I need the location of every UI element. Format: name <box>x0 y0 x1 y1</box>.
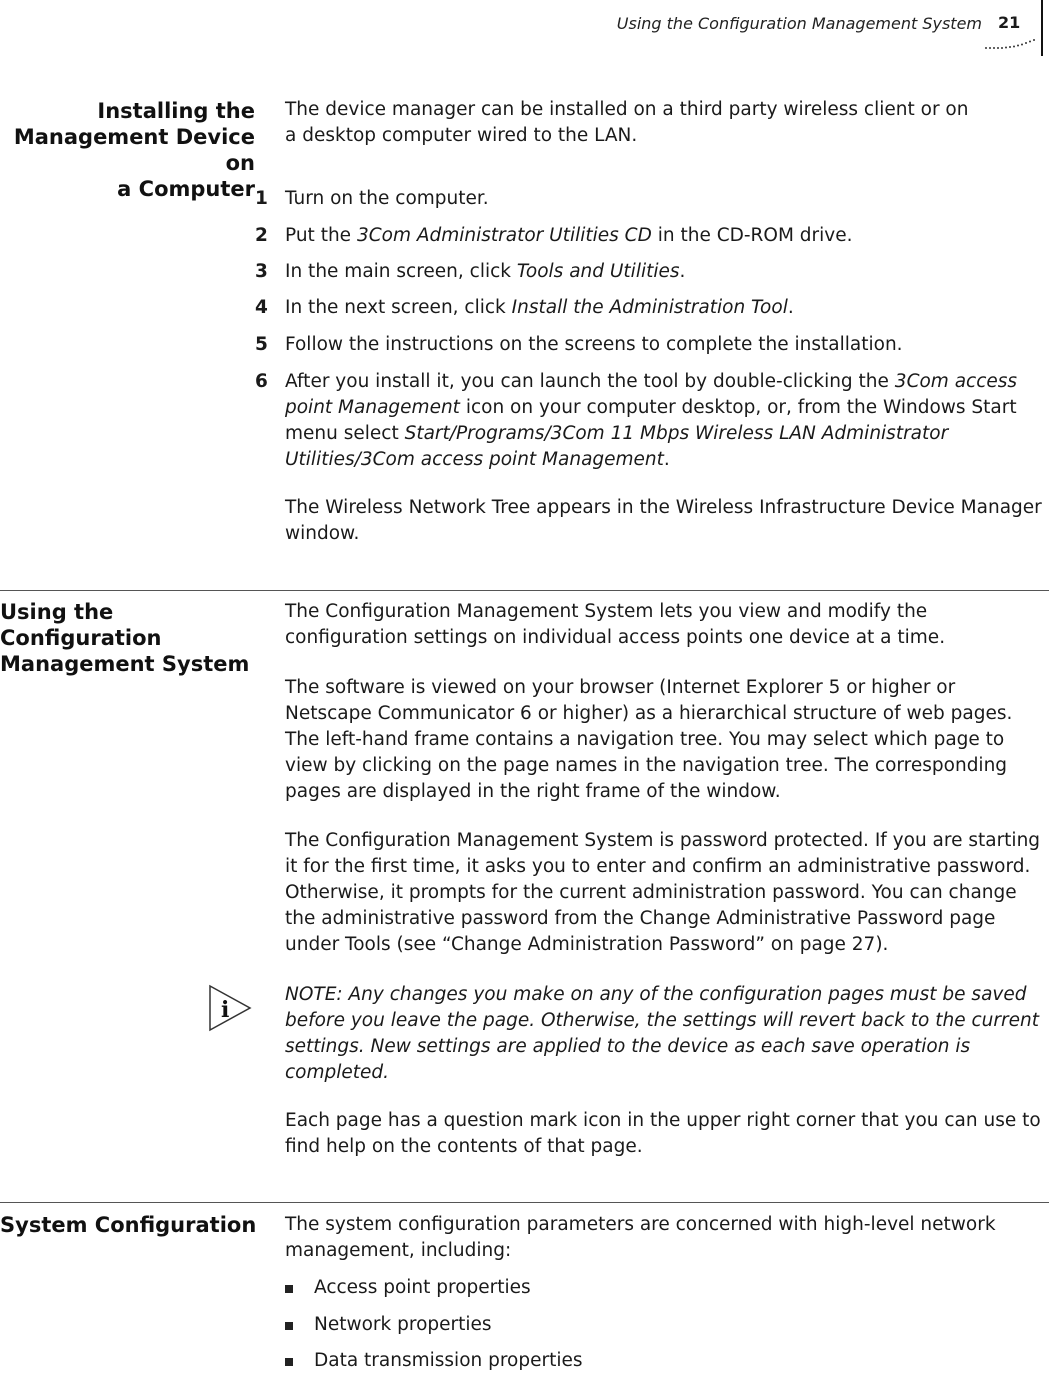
bullet-text: Access point properties <box>314 1277 531 1298</box>
step-text: Turn on the computer. <box>285 188 489 209</box>
heading-line: a Computer <box>117 177 255 201</box>
paragraph: The software is viewed on your browser (Internet Explorer 5 or higher or Netscape Communicator 6 or higher) as a hierarchical structure of web pages. The left-hand frame contains a navigation tree. You may select which page to view by clicking on the page names in the navigation tree. The corresponding pages are displayed in the right frame of the window. <box>285 677 1013 802</box>
paragraph: The system configuration parameters are concerned with high-level network management, including: <box>285 1214 996 1261</box>
heading-line: Configuration <box>0 626 162 650</box>
bullet-icon <box>285 1285 293 1293</box>
step-number: 6 <box>255 371 268 392</box>
section-divider <box>0 1202 1049 1203</box>
step-number: 4 <box>255 297 268 318</box>
running-header-title: Using the Configuration Management System <box>616 14 982 33</box>
note-info-icon <box>208 984 252 1032</box>
svg-text:i: i <box>221 997 230 1023</box>
header-dots-ornament <box>984 38 1038 50</box>
cms-para-3 <box>285 828 1047 958</box>
bullet-icon <box>285 1358 293 1366</box>
step-number: 2 <box>255 225 268 246</box>
paragraph: The Wireless Network Tree appears in the Wireless Infrastructure Device Manager window. <box>285 497 1042 544</box>
step-number: 1 <box>255 188 268 209</box>
paragraph: The Configuration Management System lets you view and modify the configuration settings on individual access points one device at a time. <box>285 601 946 648</box>
section-heading-install <box>0 98 255 202</box>
step-text: After you install it, you can launch the tool by double-clicking the 3Com access point Management icon on your computer desktop, or, from the Windows Start menu select Start/Programs/3Com 11 Mbps Wireless LAN Administrator Utilities/3Com access point Management. <box>285 371 1018 470</box>
step-text: In the next screen, click Install the Administration Tool. <box>285 297 794 318</box>
install-result <box>285 495 1047 547</box>
step-text: Put the 3Com Administrator Utilities CD in the CD-ROM drive. <box>285 225 853 246</box>
bullet-text: Data transmission properties <box>314 1350 583 1371</box>
step-text: In the main screen, click Tools and Utilities. <box>285 261 686 282</box>
bullet-icon <box>285 1322 293 1330</box>
heading-line: Management System <box>0 652 250 676</box>
paragraph: Each page has a question mark icon in the upper right corner that you can use to find help on the contents of that page. <box>285 1110 1041 1157</box>
paragraph: The device manager can be installed on a third party wireless client or on a desktop computer wired to the LAN. <box>285 99 969 146</box>
heading-line: Using the <box>0 600 114 624</box>
header-divider <box>1041 0 1043 56</box>
page-number: 21 <box>998 13 1021 32</box>
heading-line: Management Device on <box>13 125 255 175</box>
step-number: 5 <box>255 334 268 355</box>
system-intro <box>285 1212 1047 1264</box>
step-text: Follow the instructions on the screens to complete the installation. <box>285 334 903 355</box>
section-heading-system: System Configuration <box>0 1213 257 1237</box>
heading-line: Installing the <box>97 99 255 123</box>
cms-para-4 <box>285 1108 1047 1160</box>
section-heading-cms <box>0 599 260 677</box>
note-text <box>285 982 1047 1086</box>
step-number: 3 <box>255 261 268 282</box>
install-intro <box>285 97 985 149</box>
paragraph: The Configuration Management System is password protected. If you are starting it for the first time, it asks you to enter and confirm an administrative password. Otherwise, it prompts for the current administration password. You can change the administrative password from the Change Administrative Password page under Tools (see “Change Administration Password” on page 27). <box>285 830 1041 955</box>
cms-para-2 <box>285 675 1047 805</box>
bullet-text: Network properties <box>314 1314 492 1335</box>
section-divider <box>0 590 1049 591</box>
cms-para-1 <box>285 599 1047 651</box>
paragraph: NOTE: Any changes you make on any of the configuration pages must be saved before you leave the page. Otherwise, the settings will revert back to the current settings. New settings are applied to the device as each save operation is completed. <box>285 984 1039 1083</box>
